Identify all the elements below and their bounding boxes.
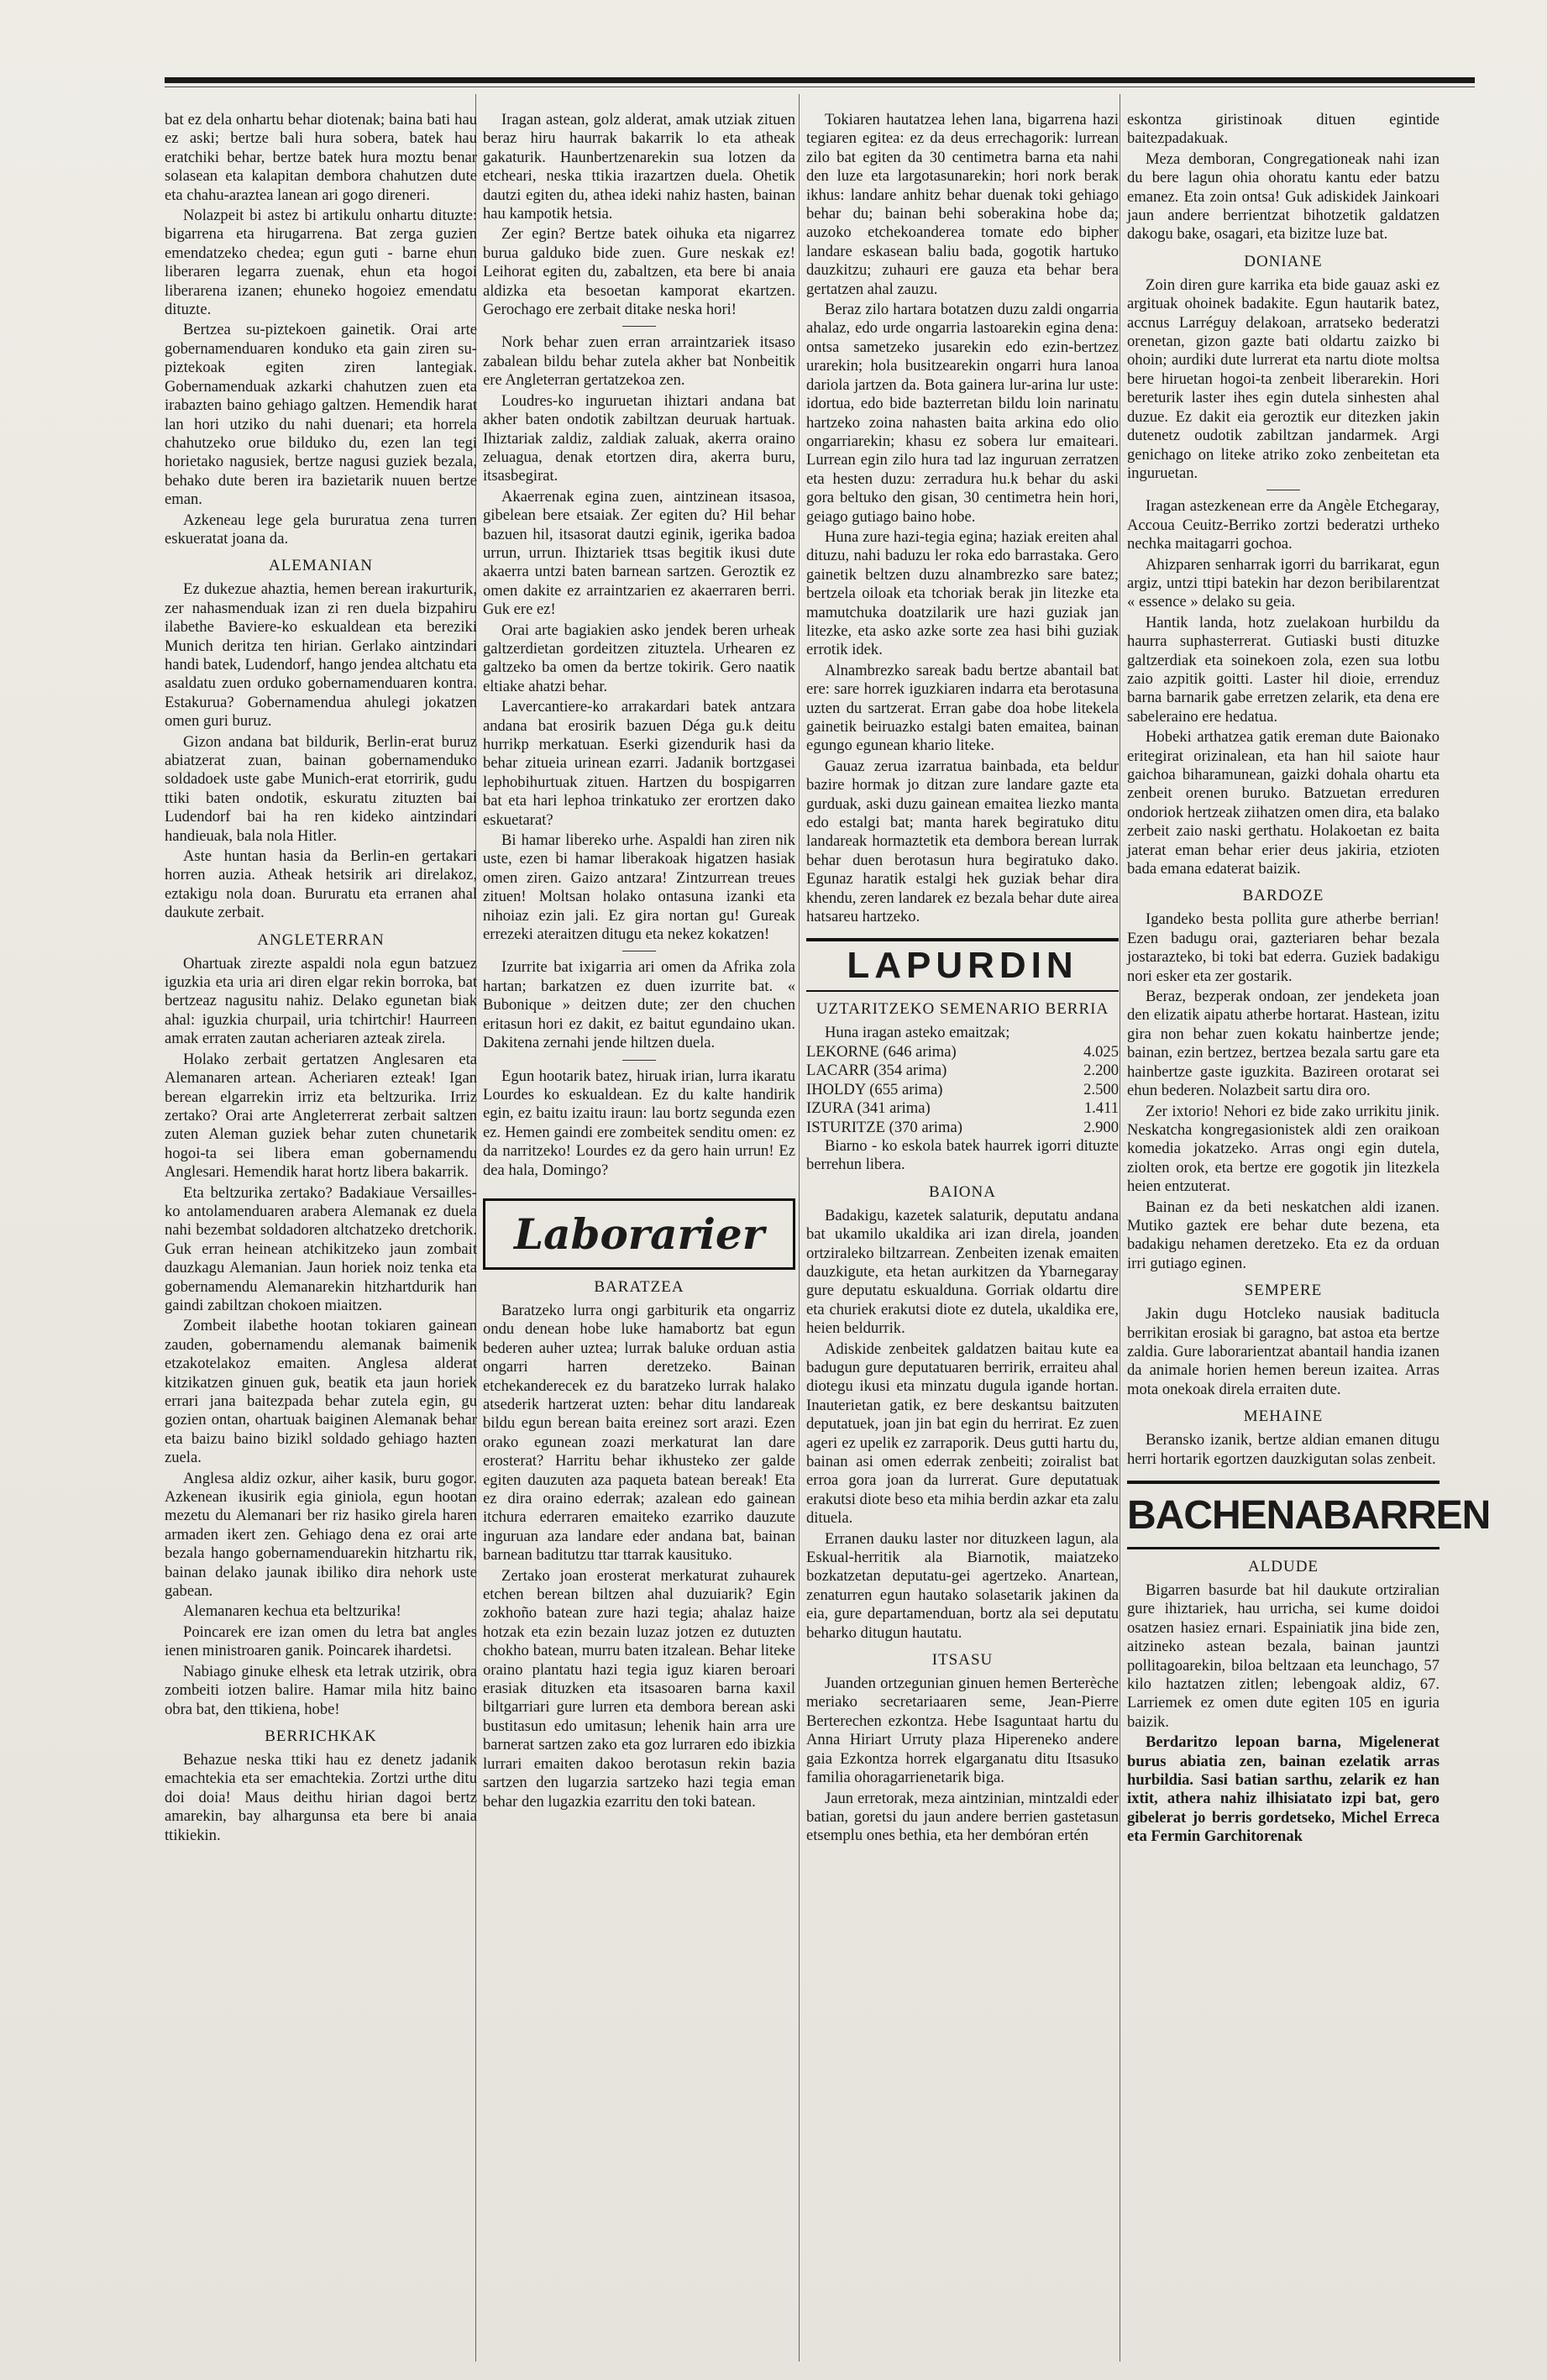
section-heading: BERRICHKAK bbox=[265, 1727, 377, 1745]
amount: 2.200 bbox=[1083, 1062, 1119, 1080]
column-divider bbox=[799, 94, 800, 2362]
section-heading: BARDOZE bbox=[1242, 887, 1324, 905]
table-row bbox=[806, 1043, 1119, 1062]
paragraph: Beraz zilo hartara botatzen duzu zaldi ongarria ahalaz, edo urde ongarria lastoarekin egina dena: ontsa sametzeko jusarekin edo ezin-bertzez urarekin; hola busitzearekin ongarri hura lanoa dariola jartzen da. Bota gainera lur-arina lur uste: idortua, edo bide bazterretan bildu loin narinatu hartzeko zoina nahasten baita arkina edo olio ongarriarekin; khasu ez sobera lur emaiteari. Lurrean egin zilo hura tad laz inguruan zerratzen eta hesten duzu: zerradura hu.k behar du aski gora beltuko den gisan, 30 centimetra hein hori, geiago gutiago baino hobe. bbox=[806, 301, 1119, 526]
paragraph: Hobeki arthatzea gatik ereman dute Baionako eritegirat orizinalean, eta han hil saiote haur gaichoa biharamunean, gaizki dohala ohartu eta zenbeit orenen buruko. Batzuetan erreduren ondoriok hertzeak ziihatzen omen dira, eta balako zerbeit zaio naski gerthatu. Holakoetan ez baita jaterat eman behar erier deus jakiria, etzioten bada emana edaterat baizik. bbox=[1127, 728, 1439, 878]
column-2 bbox=[483, 111, 795, 2362]
paragraph: Ahizparen senharrak igorri du barrikarat, egun argiz, untzi ttipi batekin har dezon beribilarentzat « essence » delako su geia. bbox=[1127, 555, 1439, 611]
paragraph: Meza demboran, Congregationeak nahi izan du bere lagun ohia ohoratu kantu eder batzu emanez. Eta zoin ontsa! Guk adiskidek Jainkoari jaun andere berrientzat bihotzetik galdatzen dakogu bake, osagari, eta bizitze luze bat. bbox=[1127, 149, 1439, 244]
paragraph: Erranen dauku laster nor dituzkeen lagun, ala Eskual-herritik ala Biarnotik, maiatzeko bozkatzetan deputatu-gei agertzeko. Anartean, zenaturren egun hautako solasetarik jakinen da eia, gure departamenduan, bortz ala sei deputatu beharko ditugun hautatu. bbox=[806, 1529, 1119, 1642]
paragraph: Beransko izanik, bertze aldian emanen ditugu herri hortarik egortzen dauzkigutan solas zenbeit. bbox=[1127, 1431, 1439, 1468]
paragraph: Bainan ez da beti neskatchen aldi izanen. Mutiko gaztek ere behar dute bezena, eta badakigu nehamen deretzeko. Eta ez da orduan irri gutiago eginen. bbox=[1127, 1198, 1439, 1272]
separator-rule bbox=[622, 1060, 656, 1061]
paragraph: Hantik landa, hotz zuelakoan hurbildu da haurra suphasterrerat. Gutiaski busti dituzke galtzerdiak eta soinekoen zola, ezen sua lotbu zaio azpitik goitti. Laster hil dioie, errenduz barna barnarik gabe erretzen zelarik, eta dena ere sabeleraino ere hedatua. bbox=[1127, 613, 1439, 726]
section-heading: ANGLETERRAN bbox=[257, 931, 385, 949]
paragraph: Aste huntan hasia da Berlin-en gertakari horren auzia. Atheak hetsirik ari direlakoz, eztakigu nola doan. Bururatu eta erranen ahal daukute zerbait. bbox=[165, 847, 477, 922]
parish-name: IZURA (341 arima) bbox=[806, 1099, 931, 1118]
paragraph: Jaun erretorak, meza aintzinian, mintzaldi eder batian, goretsi du jaun andere berrien gastetasun etsemplu ones bethia, eta her dembóran ertén bbox=[806, 1789, 1119, 1845]
paragraph: Egun hootarik batez, hiruak irian, lurra ikaratu Lourdes ko eskualdean. Ez du kalte handirik egin, ez baitu izaitu iraun: lau bortz segunda ezen ez. Hemen gaindi ere zombeitek senditu omen: ez da narritzeko! Lourdes ez da gero hain urrun! Ez dea hala, Domingo? bbox=[483, 1067, 795, 1179]
separator-rule bbox=[622, 326, 656, 327]
header-rule bbox=[165, 77, 1475, 83]
section-heading: BAIONA bbox=[929, 1182, 996, 1201]
section-heading: UZTARITZEKO SEMENARIO BERRIA bbox=[815, 1000, 1109, 1019]
paragraph: bat ez dela onhartu behar diotenak; baina bati hau ez aski; bertze bali hura sobera, batek hau eratchiki behar, bertze batek hura moztu benar solasean eta kalapitan dembora chahutzen dute eta chahu-araztea lanean ari gogo direneri. bbox=[165, 111, 477, 204]
paragraph: Tokiaren hautatzea lehen lana, bigarrena hazi tegiaren egitea: ez da deus errechagorik: lurrean zilo bat egiten da 30 centimetra barna eta nahi den luze eta largotasunarekin; hori nork berak ikhus: landare anhitz behar duenak toki gehiago behar du; bainan behi soberakina hobe da; auzoko etchekoanderea tomate edo bipher landare eskasean baliu bada, gogotik hartuko dauzkitzu; zuhauri ere gauza eta behar bera gertatzen ahal zauzu. bbox=[806, 111, 1119, 298]
paragraph: Ez dukezue ahaztia, hemen berean irakurturik, zer nahasmenduak izan zi ren duela bizpahiru ilabethe Baviere-ko eskualdean eta bereziki Munich deritza ten hirian. Gerlako aintzindari handi batek, Ludendorf, hango jendea altchatu eta asaldatu zuen orduko gobernamenduaren kontra. Estakurua? Gobernamendua ahulegi jokatzen omen guri buruz. bbox=[165, 580, 477, 731]
parish-name: LEKORNE (646 arima) bbox=[806, 1042, 957, 1061]
paragraph: eskontza giristinoak dituen egintide baitezpadakuak. bbox=[1127, 111, 1439, 148]
section-heading: ALDUDE bbox=[1247, 1558, 1319, 1575]
paragraph: Berdaritzo lepoan barna, Migelenerat burus abiatia zen, bainan ezelatik arras hurbildia. Sasi batian sarthu, zelarik ez han ixtit, athera nahiz ilhisiatato izpi bat, gero gibelerat jo berris gordetseko, Michel Erreca eta Fermin Garchitorenak bbox=[1127, 1733, 1439, 1846]
paragraph: Azkeneau lege gela bururatua zena turren eskueratat joana da. bbox=[165, 511, 477, 548]
paragraph: Gizon andana bat bildurik, Berlin-erat buruz abiatzerat zuan, bainan gobernamenduko soldadoek uste gabe Munich-erat etorririk, gudu ttiki baten ondotik, eskuratu zituzten bai Ludendorf bai ha ren kideko aintzindari handieuak, bala nola Hitler. bbox=[165, 732, 477, 845]
column-4 bbox=[1127, 111, 1491, 2362]
paragraph: Juanden ortzegunian ginuen hemen Berterèche meriako secretariaaren seme, Jean-Pierre Berterechen ezkontza. Hebe Isaguntaat hartu du Anna Hiriart Urruty plaza Hipereneko andere gaia Ezkontza horrek elgarganatu ditu Itsasuko familia ohoragarrienetarik biga. bbox=[806, 1675, 1119, 1787]
paragraph: Zombeit ilabethe hootan tokiaren gainean zauden, gobernamendu alemanak baimenik etzakotelakoz emaiten. Anglesa alderat kitzikatzen ginuen guk, beatik eta jaun horiek errari jana baitezpada behar zutela egin, gu gozien ontan, ohartuak baiginen Alemanak behar eta baizu baino bizikl soldado gehiago hazten zuela. bbox=[165, 1317, 477, 1467]
paragraph: Nork behar zuen erran arraintzariek itsaso zabalean bildu behar zutela akher bat Nonbeitik ere Angleterran gertatzekoa zen. bbox=[483, 333, 795, 390]
paragraph: Beraz, bezperak ondoan, zer jendeketa joan den elizatik aipatu atherbe hortarat. Hastean, izitu gira non behar zuen kokatu hainbertze jende; bainan, ezin bertzez, bertzea bezala sartu gare eta hainbertze gaste iguzkita. Bazireen orotarat sei ehun bederen. Nolazbeit sartu dira oro. bbox=[1127, 988, 1439, 1100]
paragraph: Iragan astean, golz alderat, amak utziak zituen beraz hiru haurrak bakarrik lo eta atheak gakaturik. Haunbertzenarekin sua lotzen da etcheari, neska ttikia irazartzen duela. Ohetik dautzi egiten du, athea ideki nahiz hasten, bainan hau kampotik hetsia. bbox=[483, 111, 795, 223]
paragraph: Zertako joan erosterat merkaturat zuhaurek etchen berean biltzen ahal duzuiarik? Egin zokhoño batean zure hazi tegia; ahalaz haize hotzak eta ezin bezain luzaz jotzen ez dutuzten chokho batean, murru baten itzalean. Behar liteke oraino plantatu hazi tegia iguz kiaren beroari erasiak dituzken eta itsasoaren barna kaxil biltgarriari gure lurren eta dembora berean aski bustitasun edo umitasun; lehenik hain arra ure barnerat sartzen zako eta goz lurraren edo ibizkia lurrari emaiten dakoo berotasun rekin bazia sartzen den lugarzia sartzeko hazi tegia eman behar den lugazkia ezarritu den toki batean. bbox=[483, 1566, 795, 1811]
paragraph: Bigarren basurde bat hil daukute ortziralian gure ihiztariek, hau urricha, sei kume doidoi osatzen hasiez ernari. Espainiatik jina bide zen, aitzineko astean bezala, bainan jauntzi pollitagoarekin, biloa beltzaan eta leunchago, 57 kilo haztatzen zitlen; lebengoak aldiz, 67. Larriemek ez omen dute egiten 105 en iguria baizik. bbox=[1127, 1581, 1439, 1731]
paragraph: Badakigu, kazetek salaturik, deputatu andana bat ukamilo ukaldika ari izan direla, joanden ortziraleko biltzarrean. Zenbeiten izenak emaiten dauzkigute, eta hetan aurkitzen da Ybarnegaray gure deputatu eskualduna. Gorriak oldartu dire eta churiek erakutsi diote ez dutela, ukaldika ere, heien beldurrik. bbox=[806, 1206, 1119, 1338]
section-heading: ALEMANIAN bbox=[268, 557, 374, 575]
amount: 1.411 bbox=[1083, 1099, 1119, 1118]
table-row bbox=[806, 1062, 1119, 1080]
section-banner-bachenabarren: BACHENABARREN bbox=[1127, 1481, 1439, 1549]
parish-name: LACARR (354 arima) bbox=[806, 1062, 947, 1080]
section-heading: BARATZEA bbox=[594, 1277, 684, 1296]
seminary-table bbox=[806, 1043, 1119, 1137]
parish-name: ISTURITZE (370 arima) bbox=[806, 1118, 962, 1136]
section-banner-lapurdin: LAPURDIN bbox=[806, 938, 1119, 992]
paragraph: Ohartuak zirezte aspaldi nola egun batzuez iguzkia eta uria ari diren elgar rekin borroka, bat bertzeaz nagusitu nahiz. Delako egunetan biak ahal: iguzkia churpail, uria tchirtchir! Haurreen amak erraten zautan acheriaren azteak zirela. bbox=[165, 954, 477, 1048]
section-heading: ITSASU bbox=[931, 1651, 994, 1670]
amount: 4.025 bbox=[1083, 1042, 1119, 1061]
paragraph: Bi hamar libereko urhe. Aspaldi han ziren nik uste, ezen bi hamar liberakoak higatzen hasiak omen ziren. Gaizo antzara! Zintzurrean treues zituen! Moltsan holako ontasuna izanki eta nihoiaz ezin jali. Ez gira nortan gu! Gureak errezeki ateraitzen ditugu eta nekez kokatzen! bbox=[483, 831, 795, 944]
paragraph: Akaerrenak egina zuen, aintzinean itsasoa, gibelean bere etsaiak. Zer egiten du? Hil behar bazuen hil, itsasorat dautzi eginik, igerika badoa urrun, urrun. Ihiztariek ttsas begitik ikusi dute akaerra untzi baten barnean sartzen. Geroztik ez omen dakite ez arraintzarien ez akaerraren berri. Guk ere ez! bbox=[483, 487, 795, 619]
paragraph: Holako zerbait gertatzen Anglesaren eta Alemanaren artean. Acheriaren ezteak! Igan berean elgarrekin irriz eta beltzurika. Irriz zertako? Orai arte Angleterrerat zerbait saltzen zuten Aleman guziek behar zuten chunetarik hogoi-ta sei libera eman gobernamendu Anglesari. Hemendik harat hortz libera bakarrik. bbox=[165, 1050, 477, 1182]
paragraph: Biarno - ko eskola batek haurrek igorri dituzte berrehun libera. bbox=[806, 1136, 1119, 1174]
seminary-intro: Huna iragan asteko emaitzak; bbox=[825, 1024, 1010, 1042]
table-row bbox=[806, 1081, 1119, 1099]
column-3 bbox=[806, 111, 1119, 2362]
paragraph: Zer ixtorio! Nehori ez bide zako urrikitu jinik. Neskatcha kongregasionistek aldi zen oraikoan komedia jokatzeko. Arras ongi egin dutela, ziolten orok, eta bertze ere gogotik jin litezkela heien entzuterat. bbox=[1127, 1102, 1439, 1196]
paragraph: Jakin dugu Hotcleko nausiak baditucla berrikitan erosiak bi garagno, bat astoa eta bertze zaldia. Gure laborarientzat abantail handia izanen da animale horien hemen bereun izaitea. Arras mota onekoak direla erraiten dute. bbox=[1127, 1305, 1439, 1398]
section-banner-laborarier: Laborarier bbox=[483, 1198, 795, 1270]
paragraph: Iragan astezkenean erre da Angèle Etchegaray, Accoua Ceuitz-Berriko zortzi bederatzi urtheko nechka maitagarri gochoa. bbox=[1127, 497, 1439, 553]
parish-name: IHOLDY (655 arima) bbox=[806, 1080, 943, 1098]
section-heading: DONIANE bbox=[1244, 252, 1323, 270]
paragraph: Alemanaren kechua eta beltzurika! bbox=[183, 1602, 401, 1621]
section-heading: MEHAINE bbox=[1243, 1408, 1324, 1426]
paragraph: Huna zure hazi-tegia egina; haziak ereiten ahal dituzu, nahi baduzu ler roka edo barrastaka. Gero gainetik beltzen duzu alnambrezko sare batez; bertzela oiloak eta tchoriak berak jin litezke eta mamutchuka doatzilarik ure hazi guziak jan litezke, eta asko azke sorte zea hasi bihi guziak errotik idek. bbox=[806, 527, 1119, 659]
paragraph: Izurrite bat ixigarria ari omen da Afrika zola hartan; barkatzen ez duen izurrite bat. « Bubonique » deitzen dute; zer den chuchen eritasun hori ez dakit, ez baitut egundaino ukan. Dakitena zernahi jende hiltzen duela. bbox=[483, 958, 795, 1052]
paragraph: Adiskide zenbeitek galdatzen baitau kute ea badugun gure deputatuaren berririk, erraiteu ahal diotegu ikusi eta minzatu dugula igande hortan. Inauterietan gatik, ez bere deskantsu baitzuten deputatuek, joan jin bat egin du herrirat. Ez zuen ageri ez upelik ez zarraporik. Deus gutti hartu du, bainan asi omen ederrak zenbeiti; zoiralist bat erroa gora joan da lurrerat. Gure deputatuak erakutsi diote beso eta mihia berdin azkar eta zalu dituela. bbox=[806, 1339, 1119, 1528]
column-1 bbox=[165, 111, 477, 2362]
paragraph: Anglesa aldiz ozkur, aiher kasik, buru gogor. Azkenean ikusirik egia giniola, egun hootan mezetu du Alemanari ber riz hasiko girela haren armaden ikert zen. Gehiago dena ez orai arte bezala hango gobernamenduarekin hitzhartu rik, bainan delako jaunak ibiliko dira nehork uste gabean. bbox=[165, 1469, 477, 1601]
paragraph: Eta beltzurika zertako? Badakiaue Versailles-ko antolamenduaren arabera Alemanak ez duela nahi bezembat soldadoren altchatzeko dretchorik. Guk erran heinean atchikitzeko jaun zombait dauzkagu Alemanian. Jaun horiek noiz tenka eta gobernamendu Alemanarekin hitzhartdurik han gaindi zabiltzan chokoen miaitzen. bbox=[165, 1183, 477, 1314]
paragraph: Zer egin? Bertze batek oihuka eta nigarrez burua galduko bide zuen. Gure neskak ez! Leihorat egiten du, zabaltzen, eta bere bi anaia aldizka eta besoetan kamporat ekartzen. Gerochago ere zerbait ditake neska hori! bbox=[483, 225, 795, 319]
paragraph: Poincarek ere izan omen du letra bat angles ienen ministroaren ganik. Poincarek ihardetsi. bbox=[165, 1622, 477, 1660]
paragraph: Baratzeko lurra ongi garbiturik eta ongarriz ondu denean hobe luke hamabortz bat egun bederen auher uztea; lurrak baluke orduan astia ongarri harren deretzeko. Bainan etchekanderecek ez du baratzeko lurrak halako atsederik hartzerat uzten: behar ditu landareak bildu egun berean baita ereinez sort arazi. Ezen orako egunean zoazi merkaturat lan dare erosterat? Harritu behar ikhusteko zer galde egiten dauzuten aza paqueta batean bereak! Eta ez dira oraino ederrak; azalean edo gainean itchura ederraren emaiteko ezarriko dauzute inguruan aza landare eder andana bat, bainan barnean baditutzu ttar ttarrak kausituko. bbox=[483, 1301, 795, 1565]
header-rule-thin bbox=[165, 86, 1475, 87]
paragraph: Behazue neska ttiki hau ez denetz jadanik emachtekia eta ser emachtekia. Zortzi urthe ditu doi doia! Maus deithu hirian dagoi bertz amarekin, bay alhargunsa eta bere bi anaia ttikiekin. bbox=[165, 1750, 477, 1844]
paragraph: Orai arte bagiakien asko jendek beren urheak galtzerdietan gordeitzen zituztela. Urhearen ez galtzeko ba omen da bertze tokirik. Gero naatik eltiake ahatzi behar. bbox=[483, 621, 795, 695]
table-row bbox=[806, 1119, 1119, 1137]
paragraph: Igandeko besta pollita gure atherbe berrian! Ezen badugu orai, gazteriaren behar bezala jostarazteko, bi toki bat ederra. Guziek badakigu nori esker eta zer gostarik. bbox=[1127, 910, 1439, 985]
paragraph: Alnambrezko sareak badu bertze abantail bat ere: sare horrek iguzkiaren indarra eta berotasuna uzten du sartzerat. Erran gabe doa hobe litekela gainetik beiruazko estalgi baten emaitea, bainan egungo egunean khario liteke. bbox=[806, 661, 1119, 755]
paragraph: Gauaz zerua izarratua bainbada, eta beldur bazire hormak jo ditzan zure landare gazte eta gurduak, aski duzu gainean emaitea liezko manta edo estalgi bat; manta harek begiratuko ditu landareak hormaztetik eta dembora berean lurrak behar duen berotasun hura begiratuko dako. Egunaz haratik estalgi hek guziak behar dira khendu, zeren landarek ez bezala behar dute airea hatsareu hartzeko. bbox=[806, 757, 1119, 926]
paragraph: Loudres-ko inguruetan ihiztari andana bat akher baten ondotik zabiltzan deuruak hartuak. Ihiztariak zaldiz, zaldiak zaluak, akerra oraino zeluagua, denak etortzen dira, akerra buru, itsasbegirat. bbox=[483, 391, 795, 485]
paragraph: Bertzea su-piztekoen gainetik. Orai arte gobernamenduaren konduko eta gain ziren su-piztekoak egiten ziren lantegiak. Gobernamenduak azkarki chahutzen zuen eta irabazten baino gehiago galtzen. Hemendik harat lan hori utziko du nahi duenari; eta horrela chahutzeko orue bilduko du, ezen lan tegi horietako nagusiek, bertze nagusi guziek bezala, behako dute beren ira bazietarik nuuen bertze eman. bbox=[165, 321, 477, 509]
paragraph: Zoin diren gure karrika eta bide gauaz aski ez argituak ohoinek badakite. Egun hautarik batez, accnus Larréguy delakoan, arratseko bederatzi orenetan, gizon gazte bati oldartu zaizko bi ohoin; aurdiki dute lurrerat eta nartu diote moltsa bere hiruetan hogoi-ta zenbeit liberarekin. Hori bereturik laster ihes egin dutela sinhesten ahal duzue. Ez dakit eia geroztik eur ditezken jakin dutenetz oudotik zabiltzan jandarmek. Argi genichago on liteke atriko zoko zenbeitetan eta inguruetan. bbox=[1127, 275, 1439, 482]
paragraph: Nabiago ginuke elhesk eta letrak utzirik, obra zombeiti iotzen balire. Hamar mila hitz baino obra bat, den ttikiena, hobe! bbox=[165, 1662, 477, 1718]
paragraph: Nolazpeit bi astez bi artikulu onhartu dituzte: bigarrena eta hirugarrena. Bat zerga guzien emendatzeko chedea; egun guti - barne ehun liberaren legarra zuenak, ehun eta hogoi liberarena izanen; ehuneko hogoiez emendatu dituzte. bbox=[165, 207, 477, 319]
paragraph: Lavercantiere-ko arrakardari batek antzara andana bat erosirik bazuen Déga gu.k deitu hurrikp merkatuan. Eserki gizendurik hasi da behar zitueia urinean ezarri. Jadanik bortzgasei lephobihurtuak zituen. Hartzen du bospigarren bat eta hari lephoa trinkatuko zer erortzen dako eskuetarat? bbox=[483, 698, 795, 829]
amount: 2.900 bbox=[1083, 1118, 1119, 1136]
amount: 2.500 bbox=[1083, 1080, 1119, 1098]
table-row bbox=[806, 1099, 1119, 1118]
section-heading: SEMPERE bbox=[1244, 1282, 1323, 1300]
